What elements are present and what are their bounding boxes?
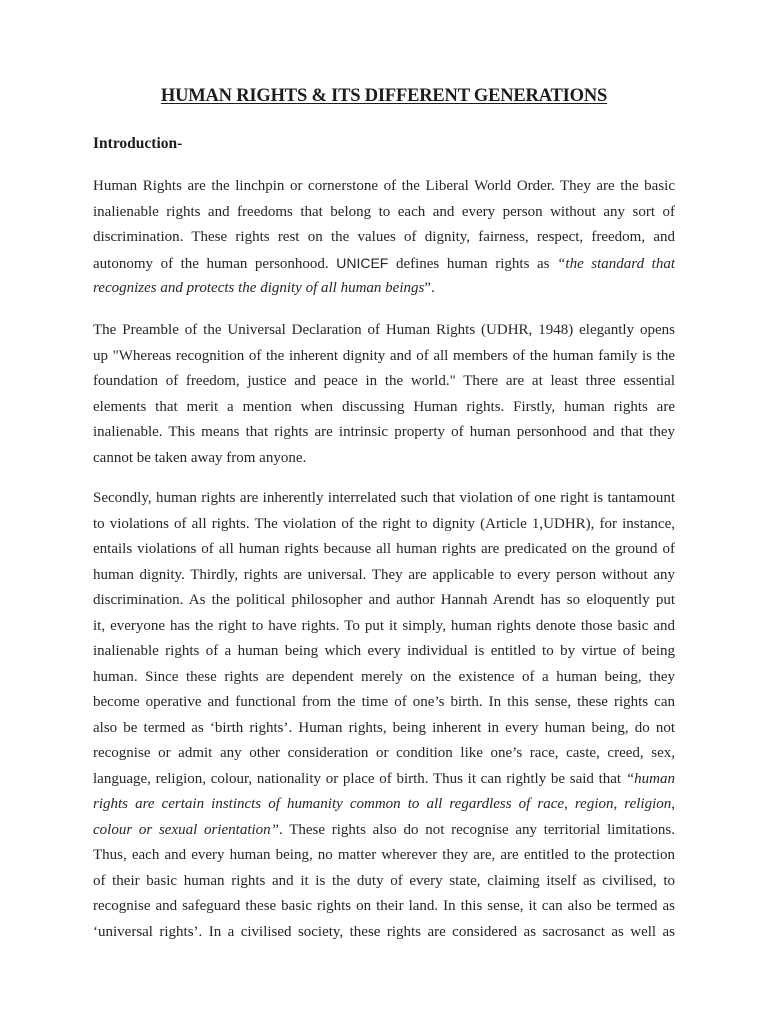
paragraph-line: recognise and safeguard these basic rights on their land. In this sense, it can also be termed as: [93, 898, 675, 914]
paragraph-line: Thus, each and every human being, no matter wherever they are, are entitled to the protection: [93, 847, 675, 863]
paragraph-line: discrimination. These rights rest on the values of dignity, fairness, respect, freedom, and: [93, 229, 675, 245]
paragraph-line: discrimination. As the political philosopher and author Hannah Arendt has so eloquently put: [93, 592, 675, 608]
line-text: autonomy of the human personhood.: [93, 255, 329, 272]
quote-text: “human: [625, 770, 675, 787]
line-text: language, religion, colour, nationality or place of birth. Thus it can rightly be said that: [93, 770, 622, 787]
paragraph-line: cannot be taken away from anyone.: [93, 449, 307, 466]
paragraph-2: [93, 318, 675, 471]
paragraph-line: human. Since these rights are dependent merely on the existence of a human being, they: [93, 668, 675, 685]
paragraph-line: Secondly, human rights are inherently interrelated such that violation of one right is tantamount: [93, 490, 675, 506]
line-text: defines human rights as: [395, 255, 550, 272]
paragraph-line: become operative and functional from the time of one’s birth. In this sense, these rights can: [93, 694, 675, 710]
quote-text: “the standard that: [557, 255, 675, 272]
paragraph-line: also be termed as ‘birth rights’. Human rights, being inherent in every human being, do not: [93, 719, 675, 736]
line-text: it, everyone has the right to have rights.: [93, 617, 340, 634]
paragraph-line: inalienable rights of a human being which every individual is entitled to by virtue of being: [93, 643, 675, 659]
paragraph-line: inalienable rights and freedoms that belong to each and every person without any sort of: [93, 203, 675, 220]
paragraph-line: foundation of freedom, justice and peace in the world." There are at least three essential: [93, 373, 675, 389]
paragraph-line: [93, 251, 675, 277]
paragraph-line: up "Whereas recognition of the inherent dignity and of all members of the human family is the: [93, 347, 675, 364]
section-heading-introduction: Introduction-: [93, 135, 183, 152]
paragraph-line: human dignity. Thirdly, rights are universal. They are applicable to every person without any: [93, 566, 675, 583]
paragraph-line: to violations of all rights. The violation of the right to dignity (Article 1,UDHR), for instance,: [93, 515, 675, 532]
paragraph-line: [93, 276, 675, 302]
paragraph-line: entails violations of all human rights because all human rights are predicated on the ground of: [93, 541, 675, 557]
paragraph-line: [93, 767, 675, 793]
paragraph-line: recognise or admit any other consideration or condition like one’s race, caste, creed, sex,: [93, 745, 675, 761]
document-title: HUMAN RIGHTS & ITS DIFFERENT GENERATIONS: [160, 86, 608, 106]
paragraph-line: The Preamble of the Universal Declaration of Human Rights (UDHR, 1948) elegantly opens: [93, 322, 675, 338]
line-text: ”.: [424, 280, 435, 296]
paragraph-line: Human Rights are the linchpin or cornerstone of the Liberal World Order. They are the basic: [93, 178, 675, 194]
quote-text: recognizes and protects the dignity of all human beings: [93, 280, 425, 296]
line-text: . These rights also do not recognise any territorial limitations.: [279, 821, 675, 838]
paragraph-1: [93, 174, 675, 302]
paragraph-line: ‘universal rights’. In a civilised society, these rights are considered as sacrosanct as well as: [93, 923, 675, 940]
paragraph-line: inalienable. This means that rights are intrinsic property of human personhood and that they: [93, 424, 675, 440]
quote-text: colour or sexual orientation”: [93, 821, 279, 838]
unicef-link-text: UNICEF: [336, 254, 389, 271]
paragraph-line: [93, 818, 675, 844]
paragraph-3: [93, 486, 675, 945]
line-text: To put it simply, human rights denote those basic and: [344, 617, 675, 634]
paragraph-line: rights are certain instincts of humanity common to all regardless of race, region, religion,: [93, 796, 675, 812]
paragraph-line: [93, 614, 675, 640]
paragraph-line: elements that merit a mention when discussing Human rights. Firstly, human rights are: [93, 398, 675, 415]
paragraph-line: of their basic human rights and it is the duty of every state, claiming itself as civilised, to: [93, 872, 675, 889]
